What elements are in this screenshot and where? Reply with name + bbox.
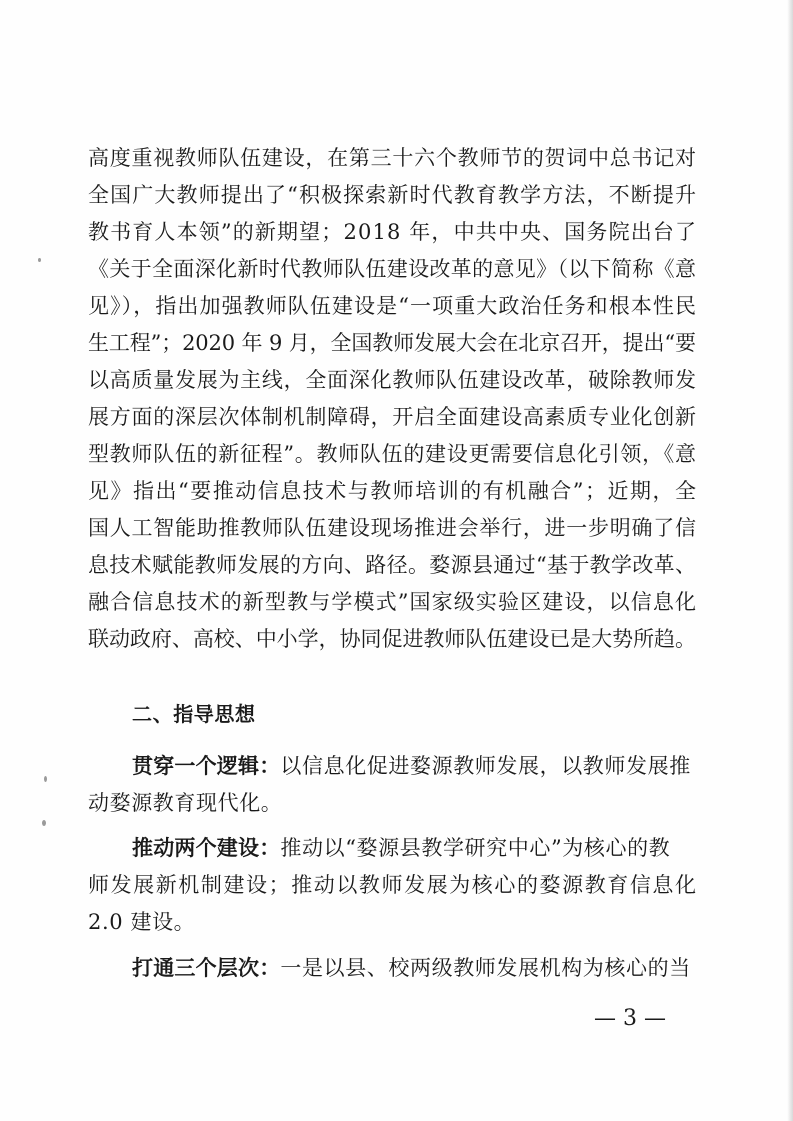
paragraph-line: 生工程”；2020 年 9 月，全国教师发展大会在北京召开，提出“要 xyxy=(88,331,696,355)
guideline-item-2-continuation: 师发展新机制建设；推动以教师发展为核心的婺源教育信息化 xyxy=(88,873,698,897)
guideline-item-3-text: 一是以县、校两级教师发展机构为核心的当 xyxy=(280,956,691,980)
paragraph-line: 见》），指出加强教师队伍建设是“一项重大政治任务和根本性民 xyxy=(88,294,698,318)
scan-speck xyxy=(42,820,46,826)
section-heading: 二、指导思想 xyxy=(132,702,256,726)
page-number: — 3 — xyxy=(594,1006,666,1031)
scan-speck xyxy=(44,776,47,782)
guideline-item-1-text: 以信息化促进婺源教师发展，以教师发展推 xyxy=(280,754,691,778)
paragraph-line: 全国广大教师提出了“积极探索新时代教育教学方法，不断提升 xyxy=(88,183,698,207)
guideline-item-2-text: 推动以“婺源县教学研究中心”为核心的教 xyxy=(280,836,671,860)
guideline-item-2 xyxy=(132,833,670,863)
scan-speck xyxy=(38,258,41,262)
guideline-item-3 xyxy=(132,953,691,983)
paragraph-line: 见》指出“要推动信息技术与教师培训的有机融合”；近期，全 xyxy=(88,479,698,503)
guideline-item-2-label: 推动两个建设： xyxy=(132,836,281,860)
paragraph-line: 融合信息技术的新型教与学模式”国家级实验区建设，以信息化 xyxy=(88,590,698,614)
paragraph-line: 教书育人本领”的新期望；2018 年，中共中央、国务院出台了 xyxy=(88,220,698,244)
paragraph-line: 息技术赋能教师发展的方向、路径。婺源县通过“基于教学改革、 xyxy=(88,553,697,577)
paragraph-line: 型教师队伍的新征程”。教师队伍的建设更需要信息化引领，《意 xyxy=(88,442,697,466)
paragraph-line: 国人工智能助推教师队伍建设现场推进会举行，进一步明确了信 xyxy=(88,516,697,540)
paragraph-line: 展方面的深层次体制机制障碍，开启全面建设高素质专业化创新 xyxy=(88,405,697,429)
guideline-item-1-label: 贯穿一个逻辑： xyxy=(132,754,281,778)
scan-edge xyxy=(787,0,793,1121)
guideline-item-3-label: 打通三个层次： xyxy=(132,956,281,980)
paragraph-line: 以高质量发展为主线，全面深化教师队伍建设改革，破除教师发 xyxy=(88,368,697,392)
paragraph-line: 联动政府、高校、中小学，协同促进教师队伍建设已是大势所趋。 xyxy=(88,627,696,651)
paragraph-line: 《关于全面深化新时代教师队伍建设改革的意见》（以下简称《意 xyxy=(88,257,697,281)
guideline-item-1-continuation: 动婺源教育现代化。 xyxy=(88,791,283,815)
guideline-item-2-continuation: 2.0 建设。 xyxy=(88,910,196,934)
guideline-item-1 xyxy=(132,751,691,781)
paragraph-line: 高度重视教师队伍建设，在第三十六个教师节的贺词中总书记对 xyxy=(88,146,697,170)
